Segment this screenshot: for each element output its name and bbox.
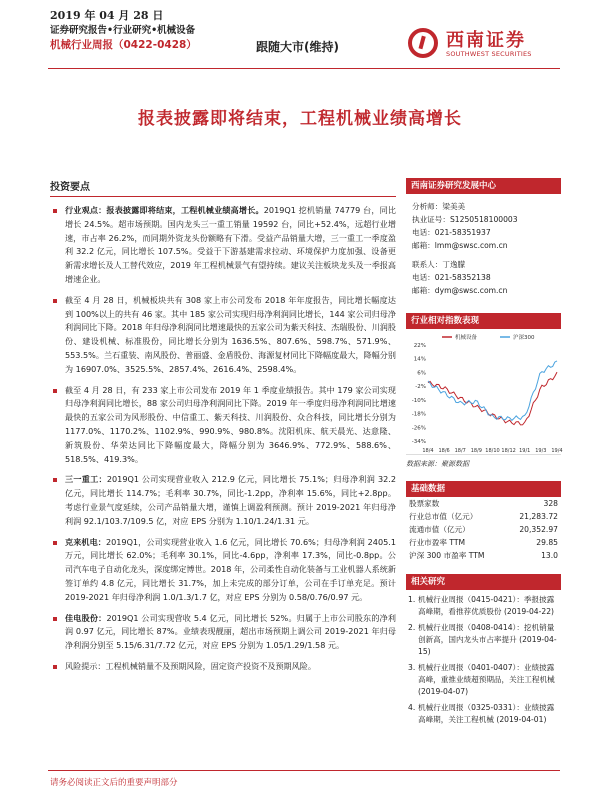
y-tick-label: -2% — [415, 384, 426, 391]
report-series: 机械行业周报（0422-0428） — [50, 39, 197, 51]
related-item[interactable]: 4. 机械行业周报（0325-0331）：业绩披露高峰期，关注工程机械 (2019-04-01) — [408, 703, 555, 724]
logo-name-en: SOUTHWEST SECURITIES — [446, 50, 532, 58]
paragraph-jiadian: 佳电股份：2019Q1 公司实现营收 5.4 亿元，同比增长 52%。归属于上市公司股东的净利润 0.97 亿元，同比增长 87%。业绩表现靓丽，超出市场预期上调公司 2019-2021 年归母净利润分别至 5.15/6.31/7.72 亿元，对应 EPS 分别为 1.05/1.29/1.58 元。 — [50, 612, 396, 653]
paragraph-industry-view: 行业观点：报表披露即将结束，工程机械业绩高增长。2019Q1 挖机销量 74779 台，同比增长 24.5%。超市场预期。国内龙头三一重工销量 19592 台，同比+52.4%，远超行业增速，市占率 26.2%，而同期外资龙头份额略有下滑。受益产品销量大增，三一重工一季度盈利 32.2 亿元，同比增长 107.5%。受益于下游基建需求拉动、环境保护力度加强、设备更新需求增长及人工替代效应，2019 年工程机械景气有望持续。建议关注板块龙头及一季报高增速企业。 — [50, 204, 396, 287]
footer-disclaimer: 请务必阅读正文后的重要声明部分 — [50, 778, 178, 788]
y-tick-label: -18% — [411, 411, 426, 418]
paragraph-risk: 风险提示：工程机械销量不及预期风险，固定资产投资不及预期风险。 — [50, 660, 396, 674]
paragraph-annual-report: 截至 4 月 28 日，机械板块共有 308 家上市公司发布 2018 年年度报告，同比增长幅度达到 100%以上的共有 46 家。其中 185 家公司实现归母净利润同比增长，144 家公司归母净利润同比下降。2018 年归母净利润同比增速最快的五家公司为紫天科技、杰瑞股份、川润股份、建设机械、标准股份，同比增长分别为 1636.5%、807.6%、598.7%、571.9%、553.5%。兰石重装、南风股份、普丽盛、金盾股份、海源复材同比下降幅度最大，降幅分别为 16907.0%、3525.5%、2857.4%、2616.4%、2598.4%。 — [50, 294, 396, 377]
paragraph-sany: 三一重工：2019Q1 公司实现营业收入 212.9 亿元，同比增长 75.1%；归母净利润 32.2 亿元，同比增长 114.7%；毛利率 30.7%，同比-1.2pp，净利率 15.6%，同比+2.8pp。考虑行业景气度延续，公司产品销量大增，谨慎上调盈利预测。预计 2019-2021 年归母净利润 92.1/103.7/109.5 亿，对应 EPS 分别为 1.10/1.24/1.31 元。 — [50, 473, 396, 528]
related-item[interactable]: 3. 机械行业周报（0401-0407）：业绩披露高峰，重推业绩超预期品，关注工程机械 (2019-04-07) — [408, 663, 555, 696]
table-row: 股票家数 328 — [409, 499, 558, 508]
x-tick-label: 19/4 — [551, 448, 563, 454]
x-tick-label: 19/1 — [519, 448, 531, 454]
sidebar — [406, 178, 561, 726]
page-title: 报表披露即将结束，工程机械业绩高增长 — [138, 109, 462, 129]
paragraph-q1-report: 截至 4 月 28 日，有 233 家上市公司发布 2019 年 1 季度业绩报告。其中 179 家公司实现归母净利润同比增长，88 家公司归母净利润同比下降。2019 年一季度归母净利润同比增速最快的五家公司为风形股份、中信重工、紫天科技、川润股份、众合科技，同比增长分别为 1177.0%、1170.2%、1102.9%、990.9%、980.8%。沈阳机床、航天晨光、达意隆、新筑股份、华荣达同比下降幅度最大，降幅分别为 3646.9%、772.9%、588.6%、518.5%、419.3%。 — [50, 384, 396, 467]
chart-title: 行业相对指数表现 — [406, 313, 561, 329]
relative-index-chart-plot — [406, 329, 561, 455]
table-row: 沪深 300 市盈率 TTM 13.0 — [409, 551, 558, 560]
contact-email[interactable]: 邮箱：dym@swsc.com.cn — [412, 286, 508, 295]
report-date: 2019 年 04 月 28 日 — [50, 9, 164, 22]
investment-highlights — [50, 178, 396, 681]
related-item[interactable]: 1. 机械行业周报（0415-0421）：季报披露高峰期，看推荐优质股份 (2019-04-22) — [408, 595, 555, 616]
y-tick-label: 22% — [413, 343, 426, 349]
legend-label: 机械设备 — [455, 335, 478, 341]
section-title: 投资要点 — [50, 178, 396, 197]
y-tick-label: 6% — [417, 370, 426, 377]
header-divider — [48, 68, 560, 69]
analyst-info — [406, 194, 561, 301]
x-tick-label: 18/6 — [438, 448, 450, 454]
series-line — [428, 361, 557, 421]
table-row: 行业总市值（亿元） 21,283.72 — [409, 512, 558, 521]
x-tick-label: 18/12 — [501, 448, 516, 454]
y-tick-label: -10% — [411, 397, 426, 404]
y-tick-label: -34% — [411, 439, 426, 445]
related-item[interactable]: 2. 机械行业周报（0408-0414）：挖机销量创新高，国内龙头市占率提升 (2019-04-15) — [408, 623, 557, 656]
logo-icon — [408, 28, 438, 58]
x-tick-label: 19/3 — [535, 448, 547, 454]
relative-index-chart — [406, 313, 561, 469]
contact-name: 联系人：丁逸朦 — [412, 260, 466, 269]
y-tick-label: -26% — [411, 425, 426, 432]
chart-source: 数据来源：聚源数据 — [406, 460, 469, 468]
contact-phone: 电话：021-58352138 — [412, 273, 491, 282]
x-tick-label: 18/9 — [470, 448, 482, 454]
header-meta — [50, 8, 250, 53]
table-row: 流通市值（亿元） 20,352.97 — [409, 525, 558, 534]
x-tick-label: 18/10 — [485, 448, 500, 454]
company-logo — [408, 26, 558, 66]
footer-divider — [48, 770, 560, 771]
analyst-phone: 电话：021-58351937 — [412, 228, 491, 237]
basic-data-table — [406, 497, 561, 562]
paragraph-kelai: 克来机电：2019Q1，公司实现营业收入 1.6 亿元，同比增长 70.6%；归母净利润 2405.1 万元，同比增长 62.0%；毛利率 30.1%，同比-4.6pp，净利率 17.3%，同比-0.8pp。公司汽车电子自动化龙头，深度绑定博世。2018 年，公司柔性自动化装备与工业机器人系统新签订单约 4.8 亿元，同比增长 31.7%，加上未完成的部分订单，公司在手订单充足。预计 2019-2021 年归母净利润 1.0/1.3/1.7 亿，对应 EPS 分别为 0.58/0.76/0.97 元。 — [50, 536, 396, 605]
analyst-email[interactable]: 邮箱：lmm@swsc.com.cn — [412, 241, 508, 250]
related-title: 相关研究 — [406, 574, 561, 590]
logo-name-cn: 西南证券 — [446, 30, 526, 51]
analyst-box-title: 西南证券研究发展中心 — [406, 178, 561, 194]
related-research — [406, 574, 561, 726]
basic-data-title: 基础数据 — [406, 481, 561, 497]
analyst-name: 分析师：梁美美 — [412, 202, 466, 211]
x-tick-label: 18/7 — [454, 448, 466, 454]
y-tick-label: 14% — [413, 356, 426, 363]
rating-label: 跟随大市(维持) — [256, 40, 339, 54]
x-tick-label: 18/4 — [422, 448, 434, 454]
basic-data — [406, 481, 561, 562]
analyst-license: 执业证号：S1250518100003 — [412, 215, 518, 224]
report-category: 证券研究报告•行业研究•机械设备 — [50, 25, 196, 36]
table-row: 行业市盈率 TTM 29.85 — [409, 538, 558, 547]
legend-label: 沪深300 — [513, 335, 535, 341]
